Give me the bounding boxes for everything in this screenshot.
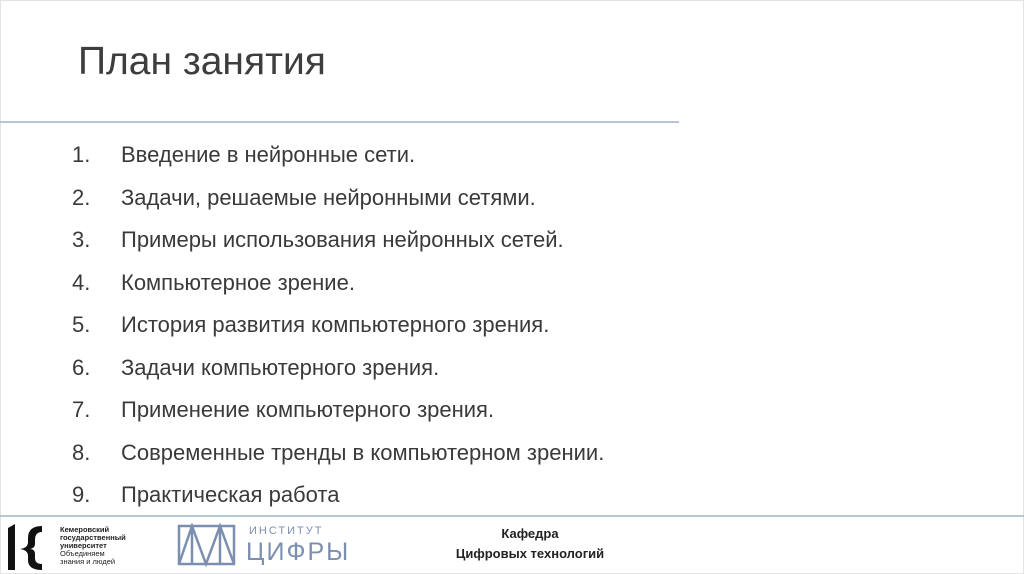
agenda-list [72, 134, 604, 517]
agenda-item [72, 389, 604, 432]
kemsu-logo [6, 520, 146, 572]
kemsu-name-line: государственный [60, 533, 126, 542]
agenda-item-number: 3. [72, 227, 91, 253]
kemsu-name [60, 526, 126, 566]
footer-divider [0, 515, 1024, 517]
agenda-item [72, 347, 604, 390]
kemsu-tagline: Объединяем [60, 549, 105, 558]
department-caption [430, 524, 630, 564]
kemsu-tagline: знания и людей [60, 557, 116, 566]
agenda-item [72, 177, 604, 220]
institute-emblem-icon [176, 522, 238, 568]
agenda-item [72, 432, 604, 475]
agenda-item-text: Практическая работа [121, 482, 340, 508]
kemsu-emblem-icon [6, 520, 58, 572]
agenda-item [72, 474, 604, 517]
agenda-item-number: 4. [72, 269, 91, 295]
agenda-item [72, 134, 604, 177]
department-label: Кафедра [501, 526, 559, 541]
agenda-item-text: Задачи, решаемые нейронными сетями. [121, 184, 536, 210]
agenda-item-number: 6. [72, 354, 91, 380]
title-divider [0, 121, 679, 123]
department-name: Цифровых технологий [455, 546, 605, 561]
agenda-item-text: Введение в нейронные сети. [121, 142, 416, 168]
institute-name: ЦИФРЫ [246, 538, 351, 566]
agenda-item [72, 219, 604, 262]
agenda-item-text: Задачи компьютерного зрения. [121, 354, 440, 380]
slide-title: План занятия [78, 40, 326, 83]
kemsu-name-line: университет [60, 541, 107, 550]
agenda-item-text: Примеры использования нейронных сетей. [121, 227, 564, 253]
institute-label: ИНСТИТУТ [249, 525, 324, 537]
agenda-item-number: 8. [72, 439, 91, 465]
agenda-item-text: Современные тренды в компьютерном зрении. [121, 439, 605, 465]
agenda-item-number: 5. [72, 312, 91, 338]
institute-digital-logo [176, 522, 376, 568]
agenda-item [72, 262, 604, 305]
agenda-item-text: Компьютерное зрение. [121, 269, 355, 295]
agenda-item-number: 7. [72, 397, 91, 423]
agenda-item-number: 9. [72, 482, 91, 508]
agenda-item [72, 304, 604, 347]
kemsu-name-line: Кемеровский [60, 525, 110, 534]
agenda-item-number: 2. [72, 184, 91, 210]
agenda-item-text: История развития компьютерного зрения. [121, 312, 550, 338]
agenda-item-text: Применение компьютерного зрения. [121, 397, 495, 423]
agenda-item-number: 1. [72, 142, 91, 168]
